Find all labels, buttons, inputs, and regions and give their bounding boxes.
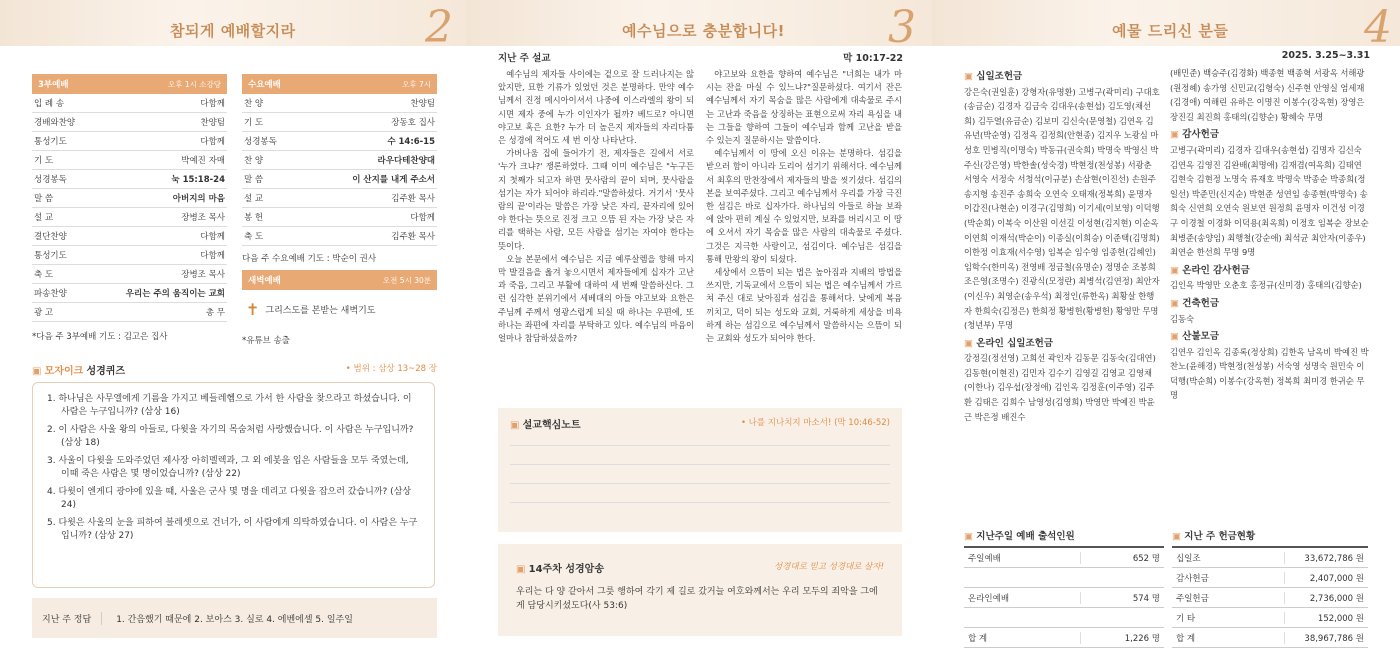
quiz-heading: ▣ 모자이크 성경퀴즈 • 범위 : 삼상 13~28 장 <box>32 364 437 377</box>
paragraph: 오늘 본문에서 예수님은 지금 예루살렘을 향해 마지막 발걸음을 옮겨 놓으시면서 제자들에게 십자가 고난과 죽음, 그리고 부활에 대하여 세 번째 말씀하신다. 그런 심각한 분위기에서 세베대의 아들 야고보와 요한은 주님께 주께서 영광스럽게 되실 때 하나는 우편에, 또 하나는 좌편에 자리를 부탁하고 있다. 예수님의 마음이 얼마나 참담하셨을까? <box>498 253 694 344</box>
sermon-col-2 <box>706 68 902 345</box>
order-row: 입 례 송 다함께 <box>32 94 227 113</box>
paragraph: 가버나움 집에 들어가기 전, 제자들은 길에서 서로 '누가 크냐?' 쟁론하였다. 그때 이미 예수님은 "누구든지 첫째가 되고자 하면 뭇사람의 끝이 되며, 뭇사람을 섬기는 자가 되어야 하리라."말씀하셨다. 거기서 '뭇사람의 끝'이라는 말씀은 가장 낮은 자리, 끝자리에 있어야 한다는 뜻으로 진정 크고 으뜸 된 자는 가장 낮은 자리를 택하는 사람, 모든 사람을 섬기는 자여야 한다는 뜻이다. <box>498 148 694 251</box>
order-row: 축 도 김주환 목사 <box>242 227 437 246</box>
page-offerings <box>932 0 1400 662</box>
paragraph: 예수님께서 이 땅에 오신 이유는 분명하다. 섬김을 받으러 함이 아니라 도리어 섬기기 위해서다. 예수님께서 최후의 만찬장에서 제자들의 발을 씻기셨다. 섬김의 본을 보여주셨다. 그리고 예수님께서 우리를 가장 극진한 섬김은 바로 십자가다. 하나님의 아들로 하늘 보좌에 앉아 편히 계실 수 있었지만, 보좌를 버리시고 이 땅에 오셔서 자기 목숨을 많은 사람의 대속물로 주셨다. 그것은 지극한 사랑이고, 섬김이다. 예수님은 섬김을 통해 만왕의 왕이 되셨다. <box>706 148 902 264</box>
page-title: 참되게 예배할지라 <box>170 22 296 40</box>
order-row: 파송찬양 우리는 주의 움직이는 교회 <box>32 284 227 303</box>
order-row: 말 씀 아버지의 마음 <box>32 189 227 208</box>
order-row: 찬 양 라우다테찬양대 <box>242 151 437 170</box>
page-header <box>466 0 932 53</box>
order-row: 봉 헌 다함께 <box>242 208 437 227</box>
order-row: 설 교 장병조 목사 <box>32 208 227 227</box>
quiz-item: 5. 다윗은 사울의 눈을 피하여 블레셋으로 건너가, 이 사람에게 의탁하였습니다. 이 사람은 누구입니까? (삼상 27) <box>47 518 418 541</box>
wednesday-table <box>242 74 437 346</box>
table-row: 주일예배 652 명 <box>964 548 1164 568</box>
offering-section-title: ▣ 온라인 감사헌금 <box>1170 264 1370 279</box>
table-row: 합 계 38,967,786 원 <box>1172 628 1368 648</box>
page-title: 예물 드리신 분들 <box>1112 22 1229 40</box>
order-row: 축 도 장병조 목사 <box>32 265 227 284</box>
table-row <box>964 608 1164 628</box>
offering-col-1 <box>964 66 1160 428</box>
attendance-table: ▣ 지난주일 예배 출석인원 주일예배 652 명 온라인예배 574 명 합 계 1,226 명 <box>964 524 1164 648</box>
page-header <box>932 0 1400 53</box>
sermon-heading: 지난 주 설교 막 10:17-22 <box>498 53 903 64</box>
offering-section-title: ▣ 온라인 십일조헌금 <box>964 337 1160 352</box>
offering-section-title: ▣ 감사헌금 <box>1170 128 1370 143</box>
page-sermon <box>466 0 932 662</box>
offering-names: 김연우 김인옥 김종록(정상희) 김한옥 남옥비 박예진 박찬노(윤해경) 박현정(천성봉) 서숙영 성명숙 원민숙 이덕행(박순희) 이봉수(강옥현) 정복희 최미경 한귀순 무명 <box>1170 346 1369 401</box>
paragraph: 세상에서 으뜸이 되는 법은 높아짐과 지배의 방법을 쓰지만, 기독교에서 으뜸이 되는 법은 예수님께서 가르쳐 주신 대로 낮아짐과 섬김을 통해서다. 낮에게 복음 끼치고, 덕이 되는 성도와 교회, 거룩하게 세상을 비욕하게 하는 섬김으로 예수님께서 말씀하시는 으뜸이 되는 교회와 성도가 되어야 한다. <box>706 267 902 344</box>
table-row: 주일헌금 2,736,000 원 <box>1172 588 1368 608</box>
order-row: 말 씀 이 산지를 내게 주소서 <box>242 170 437 189</box>
table-row: 십일조 33,672,786 원 <box>1172 548 1368 568</box>
quiz-item: 3. 사울이 다윗을 도와주었던 제사장 아히멜렉과, 그 외 에봇을 입은 사람들을 모두 죽였는데, 이때 죽은 사람은 몇 명이었습니까? (삼상 22) <box>47 456 409 479</box>
order-row: 광 고 총 무 <box>32 303 227 322</box>
sermon-note-box: ▣ 설교핵심노트 • 나를 지나치지 마소서! (막 10:46-52) <box>498 408 902 532</box>
service-3-table <box>32 74 227 342</box>
offering-names: 김인옥 박영만 오춘호 홍정규(신미경) 홍태의(김향순) <box>1170 280 1362 291</box>
offering-section-title: ▣ 산불모금 <box>1170 330 1370 345</box>
date-range: 2025. 3.25~3.31 <box>1281 50 1370 61</box>
dawn-logo: ✝ 그리스도를 본받는 새벽기도 <box>246 299 376 319</box>
offering-names: 김동숙 <box>1170 313 1195 324</box>
page-header <box>0 0 466 53</box>
service-3-header: 3부예배 오후 1시 소강당 <box>32 74 227 94</box>
table-row <box>964 568 1164 588</box>
page-worship <box>0 0 466 662</box>
order-row: 통성기도 다함께 <box>32 246 227 265</box>
quiz-answers: 지난 주 정답 1. 간음했기 때문에 2. 보아스 3. 실로 4. 에벤에셀 5. 일주일 <box>32 598 437 638</box>
offering-names: 고병구(곽미리) 김경자 김대우(송현섭) 김명자 김신숙 김연옥 김영진 김완배(최명애) 김재겸(여옥희) 김태연 김현숙 김현정 노명숙 류재호 박명숙 박종순 박종희(정일선) 박준민(신지순) 박현준 성연임 송종현(박명숙) 송희숙 신연희 오연숙 원보연 원정희 윤명자 이건성 이경구 이경철 이경화 이덕용(최옥희) 이정호 임복순 장보순 최병준(송양임) 최행철(강순애) 최석균 최안자(이종우) 최연순 한선희 무명 9명 <box>1170 144 1369 258</box>
order-row: 경배와찬양 찬양팀 <box>32 113 227 132</box>
offering-names: 강정길(정선영) 고희선 곽인자 김동문 김동숙(김대연) 김동현(이현진) 김민자 김수기 김영길 김영교 김영채(이한나) 김우섭(장정애) 김인옥 김정훈(이주영) 김주환 김태은 김희수 남영성(김영희) 박영만 박예진 박윤근 박은정 배진수 <box>964 353 1156 422</box>
table-row: 감사헌금 2,407,000 원 <box>1172 568 1368 588</box>
offering-section-title: ▣ 건축헌금 <box>1170 297 1370 312</box>
page-title: 예수님으로 충분합니다! <box>622 22 785 40</box>
page-number: 4 <box>1364 2 1392 53</box>
quiz-item: 1. 하나님은 사무엘에게 기름을 가지고 베들레헴으로 가서 한 사람을 찾으라고 하셨습니다. 이 사람은 누구입니까? (삼상 16) <box>47 394 412 417</box>
dawn-header: 새벽예배 오전 5시 30분 <box>242 270 437 290</box>
page-number: 2 <box>425 2 453 53</box>
order-row: 설 교 김주환 목사 <box>242 189 437 208</box>
page-number: 3 <box>888 2 916 53</box>
order-row: 결단찬양 다함께 <box>32 227 227 246</box>
quiz-box <box>32 382 435 588</box>
order-row: 기 도 장동호 집사 <box>242 113 437 132</box>
order-row: 성경봉독 눅 15:18-24 <box>32 170 227 189</box>
order-row: 기 도 박예진 자매 <box>32 151 227 170</box>
offering-table: ▣ 지난 주 헌금현황 십일조 33,672,786 원 감사헌금 2,407,000 원 주일헌금 2,736,000 원 기 타 152,000 원 합 계 38,967,786 원 <box>1172 524 1368 648</box>
sermon-col-1 <box>498 68 694 345</box>
dawn-note: *유튜브 송출 <box>242 336 291 346</box>
table-row: 기 타 152,000 원 <box>1172 608 1368 628</box>
table-row: 온라인예배 574 명 <box>964 588 1164 608</box>
cross-icon: ✝ <box>246 299 260 319</box>
quiz-item: 4. 다윗이 엔게디 광야에 있을 때, 사울은 군사 몇 명을 데리고 다윗을 잡으러 갔습니까? (삼상 24) <box>47 487 412 510</box>
paragraph: 야고보와 요한을 향하여 예수님은 "너희는 내가 마시는 잔을 마실 수 있느냐?"질문하셨다. 여기서 잔은 예수님께서 자기 목숨을 많은 사람에게 대속물로 주시는 고난과 죽음을 상징하는 표현으로써 자리 욕심을 내는 그들을 향하여 그들이 예수님과 함께 고난을 받을 수 있는지 질문하시는 말씀이다. <box>706 69 902 146</box>
table-row: 합 계 1,226 명 <box>964 628 1164 648</box>
offering-col-2 <box>1170 66 1370 407</box>
offering-names: (배민준) 백승주(김경화) 백종현 백종혁 서광옥 서해광(원정혜) 송가영 신민교(김형숙) 신주현 안영실 엄세재(김경애) 여해린 유하은 이명진 이봉수(강옥현) 장영은 장진길 최진희 홍태의(김향순) 황혜숙 무명 <box>1170 68 1365 122</box>
memory-verse-box: ▣ 14주차 성경암송 성경대로 믿고 성경대로 살자! 우리는 다 양 같아서 그릇 행하여 각기 제 길로 갔거늘 여호와께서는 우리 모두의 죄악을 그에게 담당시키셨도다(사 53:6) <box>498 544 902 636</box>
offering-section-title: ▣ 십일조헌금 <box>964 70 1160 85</box>
order-row: 성경봉독 수 14:6-15 <box>242 132 437 151</box>
quiz-item: 2. 이 사람은 사울 왕의 아들로, 다윗을 자기의 목숨처럼 사랑했습니다. 이 사람은 누구입니까? (삼상 18) <box>47 425 414 448</box>
order-row: 통성기도 다함께 <box>32 132 227 151</box>
service-3-note: *다음 주 3부예배 기도 : 김고은 집사 <box>32 332 168 342</box>
wednesday-note: 다음 주 수요예배 기도 : 박순이 권사 <box>242 254 377 264</box>
order-row: 찬 양 찬양팀 <box>242 94 437 113</box>
offering-names: 강은숙(권일훈) 강형자(유명환) 고병구(곽미리) 구대호(송금순) 김경자 김금숙 김대우(송현섭) 김도영(채선희) 김두열(유금순) 김보미 김신숙(문영철) 김연옥 김유년(박순영) 김정옥 김정희(안현종) 김지우 노광심 마성호 민병직(이명숙) 박동규(권숙희) 박명숙 박영신 박주신(강은영) 박한솔(성숙경) 박현정(천성봉) 서광춘 서영숙 서정숙 서청석(이규분) 손삼현(이진선) 손원주 송지형 송진주 송희숙 오연숙 오태재(정복희) 윤명자 이갑진(나현순) 이경구(김명희) 이기세(이보영) 이덕행(박순희) 이복숙 이산원 이선길 이성현(김지현) 이순옥 이연희 이재석(박순이) 이종실(이희승) 이준택(김명희) 이한정 이효재(서수영) 임복순 임수영 임종헌(김혜인) 임학수(한미옥) 전영배 정금철(유명순) 정명순 조봉희 조은영(조명수) 진광식(모정란) 최병석(김연정) 최안자(이신우) 최영순(송우석) 최정인(류한옥) 최황살 한행자 한희숙(김정은) 한희정 황병헌(황병헌) 황영만 무명(청년부) 무명 <box>964 86 1160 331</box>
paragraph: 예수님의 제자들 사이에는 겉으로 잘 드러나지는 않았지만, 묘한 기류가 있었던 것은 분명하다. 만약 예수님께서 진정 메시아이셔서 나중에 이스라엘의 왕이 되시면 제자 중에 누가 이인자가 될까? 베드로? 아니면 야고보 혹은 요한? 누가 더 높은지 제자들의 자리다툼은 성경에 적어도 세 번 이상 나타난다. <box>498 69 694 146</box>
wednesday-header: 수요예배 오후 7시 <box>242 74 437 94</box>
